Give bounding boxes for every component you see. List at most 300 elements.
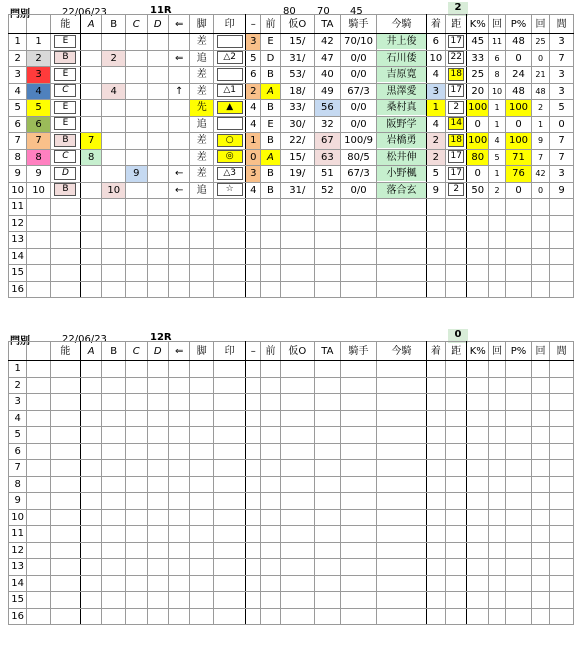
prediction-mark — [214, 34, 246, 51]
empty-cell — [102, 410, 126, 427]
empty-cell — [531, 215, 549, 232]
empty-cell — [246, 509, 261, 526]
col-header-13: TA — [315, 15, 341, 34]
leg-style: 差 — [190, 34, 214, 51]
empty-cell — [27, 248, 51, 265]
empty-cell — [126, 215, 147, 232]
empty-cell — [488, 394, 505, 411]
empty-cell — [214, 526, 246, 543]
distance — [446, 133, 467, 150]
col-header-14: 騎手 — [340, 15, 377, 34]
empty-cell — [147, 410, 168, 427]
empty-cell — [340, 476, 377, 493]
empty-cell — [126, 509, 147, 526]
distance — [446, 67, 467, 84]
empty-cell — [315, 559, 341, 576]
empty-cell — [261, 509, 280, 526]
current-jockey — [377, 100, 426, 117]
empty-cell — [426, 215, 445, 232]
empty-cell — [280, 265, 314, 282]
empty-cell — [168, 427, 189, 444]
empty-cell — [261, 575, 280, 592]
finish: 5 — [426, 166, 445, 183]
empty-cell — [190, 592, 214, 609]
empty-cell — [550, 265, 574, 282]
col-header-9: 印 — [214, 342, 246, 361]
empty-cell — [506, 608, 532, 625]
empty-cell — [280, 199, 314, 216]
jockey-stat: 80/5 — [340, 149, 377, 166]
empty-cell — [315, 443, 341, 460]
empty-cell — [50, 199, 80, 216]
empty-cell — [446, 377, 467, 394]
empty-cell — [426, 394, 445, 411]
boxed-value: 17 — [448, 84, 464, 97]
front-rank: E — [261, 34, 280, 51]
empty-cell — [315, 460, 341, 477]
empty-cell — [280, 377, 314, 394]
empty-cell — [488, 526, 505, 543]
empty-cell — [488, 542, 505, 559]
empty-cell — [168, 394, 189, 411]
empty-cell — [377, 575, 426, 592]
empty-cell — [426, 427, 445, 444]
boxed-value: E — [54, 101, 76, 114]
k-percent: 100 — [467, 133, 488, 150]
empty-cell — [246, 476, 261, 493]
boxed-value: ○ — [217, 134, 243, 147]
boxed-value: 17 — [448, 167, 464, 180]
rank-a: 7 — [80, 133, 101, 150]
leg-style: 差 — [190, 149, 214, 166]
empty-cell — [147, 265, 168, 282]
empty-cell — [550, 559, 574, 576]
dash-value: 4 — [246, 182, 261, 199]
empty-cell — [506, 476, 532, 493]
rank-b — [102, 67, 126, 84]
empty-cell — [488, 232, 505, 249]
boxed-value: E — [54, 35, 76, 48]
empty-cell — [467, 559, 488, 576]
empty-cell — [426, 608, 445, 625]
rank-d — [147, 83, 168, 100]
empty-cell — [261, 215, 280, 232]
rank-b: 4 — [102, 83, 126, 100]
empty-cell — [80, 608, 101, 625]
empty-cell — [488, 215, 505, 232]
boxed-value: B — [54, 134, 76, 147]
empty-cell — [377, 592, 426, 609]
empty-cell — [50, 248, 80, 265]
empty-cell — [315, 248, 341, 265]
row-number: 8 — [9, 149, 27, 166]
empty-cell — [190, 265, 214, 282]
empty-cell — [126, 377, 147, 394]
k-runs: 1 — [488, 116, 505, 133]
ability-rank — [50, 182, 80, 199]
empty-cell — [147, 476, 168, 493]
empty-cell — [506, 526, 532, 543]
empty-cell — [488, 509, 505, 526]
ability-rank — [50, 116, 80, 133]
rank-a — [80, 34, 101, 51]
empty-cell — [280, 215, 314, 232]
empty-cell — [147, 443, 168, 460]
empty-cell — [168, 460, 189, 477]
jockey-stat: 70/10 — [340, 34, 377, 51]
kari-o: 33/ — [280, 100, 314, 117]
distance — [446, 100, 467, 117]
rank-a — [80, 50, 101, 67]
empty-cell — [147, 232, 168, 249]
empty-cell — [147, 592, 168, 609]
empty-cell — [340, 427, 377, 444]
col-header-15: 今騎 — [377, 15, 426, 34]
empty-cell — [550, 377, 574, 394]
interval: 3 — [550, 34, 574, 51]
table-row — [9, 166, 574, 183]
empty-cell — [246, 608, 261, 625]
front-rank: D — [261, 50, 280, 67]
empty-cell — [214, 427, 246, 444]
boxed-value: ▲ — [217, 101, 243, 114]
front-rank: A — [261, 149, 280, 166]
boxed-value: 22 — [448, 51, 464, 64]
empty-cell — [190, 281, 214, 298]
ability-rank — [50, 67, 80, 84]
arrow — [168, 34, 189, 51]
row-number: 11 — [9, 526, 27, 543]
empty-cell — [467, 526, 488, 543]
k-percent: 100 — [467, 100, 488, 117]
empty-cell — [80, 542, 101, 559]
table-row — [9, 100, 574, 117]
prediction-mark — [214, 100, 246, 117]
col-header-6: D — [147, 342, 168, 361]
empty-cell — [261, 526, 280, 543]
empty-cell — [446, 248, 467, 265]
row-number: 12 — [9, 215, 27, 232]
empty-cell — [426, 410, 445, 427]
kari-o: 22/ — [280, 133, 314, 150]
rank-c — [126, 50, 147, 67]
k-runs: 5 — [488, 149, 505, 166]
empty-cell — [550, 526, 574, 543]
empty-cell — [377, 559, 426, 576]
empty-cell — [102, 232, 126, 249]
empty-cell — [126, 493, 147, 510]
empty-cell — [426, 460, 445, 477]
empty-cell — [27, 281, 51, 298]
empty-cell — [126, 476, 147, 493]
k-percent: 25 — [467, 67, 488, 84]
col-header-8: 脚 — [190, 15, 214, 34]
empty-cell — [261, 281, 280, 298]
kari-o: 31/ — [280, 50, 314, 67]
empty-cell — [340, 559, 377, 576]
row-number: 4 — [9, 83, 27, 100]
empty-cell — [550, 410, 574, 427]
empty-cell — [168, 608, 189, 625]
empty-cell — [340, 509, 377, 526]
k-percent: 80 — [467, 149, 488, 166]
empty-cell — [531, 608, 549, 625]
empty-cell — [102, 559, 126, 576]
empty-cell — [102, 476, 126, 493]
empty-cell — [446, 281, 467, 298]
table-row — [9, 116, 574, 133]
empty-cell — [550, 608, 574, 625]
dash-value: 4 — [246, 100, 261, 117]
row-number: 6 — [9, 116, 27, 133]
empty-cell — [50, 215, 80, 232]
table-row — [9, 265, 574, 282]
empty-cell — [214, 281, 246, 298]
empty-cell — [102, 460, 126, 477]
empty-cell — [377, 460, 426, 477]
empty-cell — [27, 377, 51, 394]
empty-cell — [80, 265, 101, 282]
empty-cell — [446, 509, 467, 526]
jockey-stat: 67/3 — [340, 83, 377, 100]
empty-cell — [168, 476, 189, 493]
empty-cell — [214, 592, 246, 609]
table-row — [9, 410, 574, 427]
table-row — [9, 50, 574, 67]
empty-cell — [340, 265, 377, 282]
empty-cell — [80, 443, 101, 460]
empty-cell — [50, 542, 80, 559]
empty-cell — [214, 361, 246, 378]
current-jockey — [377, 50, 426, 67]
boxed-value: 17 — [448, 35, 464, 48]
empty-cell — [488, 410, 505, 427]
empty-cell — [190, 377, 214, 394]
empty-cell — [27, 443, 51, 460]
empty-cell — [377, 265, 426, 282]
empty-cell — [488, 281, 505, 298]
ta-value: 47 — [315, 50, 341, 67]
empty-cell — [280, 232, 314, 249]
empty-cell — [488, 443, 505, 460]
empty-cell — [531, 509, 549, 526]
empty-cell — [446, 476, 467, 493]
rank-c: 9 — [126, 166, 147, 183]
rank-a — [80, 100, 101, 117]
empty-cell — [315, 377, 341, 394]
table-row — [9, 34, 574, 51]
leg-style: 差 — [190, 83, 214, 100]
empty-cell — [467, 410, 488, 427]
empty-cell — [488, 265, 505, 282]
row-number: 10 — [9, 509, 27, 526]
empty-cell — [315, 215, 341, 232]
rank-b: 2 — [102, 50, 126, 67]
empty-cell — [467, 460, 488, 477]
empty-cell — [280, 493, 314, 510]
empty-cell — [80, 509, 101, 526]
col-header-7: ⇐ — [168, 15, 189, 34]
empty-cell — [280, 460, 314, 477]
k-percent: 0 — [467, 116, 488, 133]
horse-number: 5 — [27, 100, 51, 117]
table-row — [9, 67, 574, 84]
empty-cell — [190, 248, 214, 265]
empty-cell — [50, 608, 80, 625]
empty-cell — [261, 410, 280, 427]
empty-cell — [377, 248, 426, 265]
race-table-12r — [8, 341, 574, 625]
empty-cell — [446, 410, 467, 427]
rank-b — [102, 100, 126, 117]
table-row — [9, 394, 574, 411]
empty-cell — [102, 377, 126, 394]
empty-cell — [531, 394, 549, 411]
boxed-value: ◎ — [217, 150, 243, 163]
empty-cell — [214, 559, 246, 576]
empty-cell — [467, 509, 488, 526]
row-number: 16 — [9, 608, 27, 625]
rank-b — [102, 166, 126, 183]
ta-value: 52 — [315, 182, 341, 199]
rank-a — [80, 116, 101, 133]
table-row — [9, 542, 574, 559]
empty-cell — [377, 377, 426, 394]
empty-cell — [467, 394, 488, 411]
empty-cell — [550, 394, 574, 411]
current-jockey — [377, 83, 426, 100]
ability-rank — [50, 149, 80, 166]
empty-cell — [102, 526, 126, 543]
empty-cell — [531, 410, 549, 427]
col-header-1 — [27, 342, 51, 361]
rank-d — [147, 166, 168, 183]
rank-c — [126, 34, 147, 51]
row-number: 3 — [9, 394, 27, 411]
empty-cell — [506, 542, 532, 559]
row-number: 14 — [9, 575, 27, 592]
empty-cell — [50, 361, 80, 378]
empty-cell — [506, 460, 532, 477]
empty-cell — [280, 575, 314, 592]
empty-cell — [126, 265, 147, 282]
dash-value: 6 — [246, 67, 261, 84]
col-header-20: P% — [506, 342, 532, 361]
col-header-6: D — [147, 15, 168, 34]
row-number: 8 — [9, 476, 27, 493]
p-runs: 0 — [531, 50, 549, 67]
empty-cell — [50, 410, 80, 427]
empty-cell — [214, 460, 246, 477]
empty-cell — [50, 377, 80, 394]
finish: 9 — [426, 182, 445, 199]
empty-cell — [80, 361, 101, 378]
empty-cell — [27, 608, 51, 625]
rank-b: 10 — [102, 182, 126, 199]
empty-cell — [126, 199, 147, 216]
empty-cell — [80, 232, 101, 249]
kari-o: 31/ — [280, 182, 314, 199]
empty-cell — [147, 361, 168, 378]
empty-cell — [377, 394, 426, 411]
col-header-21: 回 — [531, 15, 549, 34]
table-row — [9, 248, 574, 265]
col-header-13: TA — [315, 342, 341, 361]
gate-label: 門別 — [10, 336, 30, 347]
empty-cell — [488, 377, 505, 394]
kari-o: 19/ — [280, 166, 314, 183]
empty-cell — [50, 493, 80, 510]
current-jockey — [377, 116, 426, 133]
empty-cell — [102, 281, 126, 298]
ability-rank — [50, 83, 80, 100]
empty-cell — [550, 575, 574, 592]
empty-cell — [531, 476, 549, 493]
finish: 6 — [426, 34, 445, 51]
table-row — [9, 149, 574, 166]
arrow: ⇐ — [168, 50, 189, 67]
empty-cell — [50, 526, 80, 543]
empty-cell — [214, 476, 246, 493]
empty-cell — [315, 427, 341, 444]
row-number: 5 — [9, 100, 27, 117]
empty-cell — [467, 215, 488, 232]
dash-value: 2 — [246, 83, 261, 100]
kari-o: 15/ — [280, 149, 314, 166]
empty-cell — [50, 232, 80, 249]
empty-cell — [190, 509, 214, 526]
col-header-19: 回 — [488, 15, 505, 34]
empty-cell — [102, 265, 126, 282]
k-percent: 20 — [467, 83, 488, 100]
col-header-10: – — [246, 15, 261, 34]
empty-cell — [426, 575, 445, 592]
empty-cell — [377, 509, 426, 526]
empty-cell — [340, 361, 377, 378]
empty-cell — [506, 427, 532, 444]
index-45: 45 — [350, 6, 363, 17]
empty-cell — [246, 248, 261, 265]
empty-cell — [550, 361, 574, 378]
empty-cell — [190, 410, 214, 427]
table-row — [9, 476, 574, 493]
empty-cell — [377, 281, 426, 298]
empty-cell — [147, 493, 168, 510]
empty-cell — [377, 526, 426, 543]
result-count: 0 — [448, 329, 468, 343]
empty-cell — [246, 394, 261, 411]
empty-cell — [550, 592, 574, 609]
empty-cell — [102, 575, 126, 592]
empty-cell — [280, 608, 314, 625]
row-number: 15 — [9, 592, 27, 609]
empty-cell — [246, 215, 261, 232]
empty-cell — [27, 575, 51, 592]
arrow — [168, 133, 189, 150]
prediction-mark — [214, 149, 246, 166]
empty-cell — [190, 476, 214, 493]
col-header-22: 閭 — [550, 15, 574, 34]
empty-cell — [50, 265, 80, 282]
empty-cell — [261, 559, 280, 576]
rank-a — [80, 182, 101, 199]
empty-cell — [80, 281, 101, 298]
empty-cell — [506, 493, 532, 510]
arrow — [168, 100, 189, 117]
empty-cell — [50, 443, 80, 460]
col-header-2: 能 — [50, 15, 80, 34]
race-number: 12R — [150, 332, 172, 343]
